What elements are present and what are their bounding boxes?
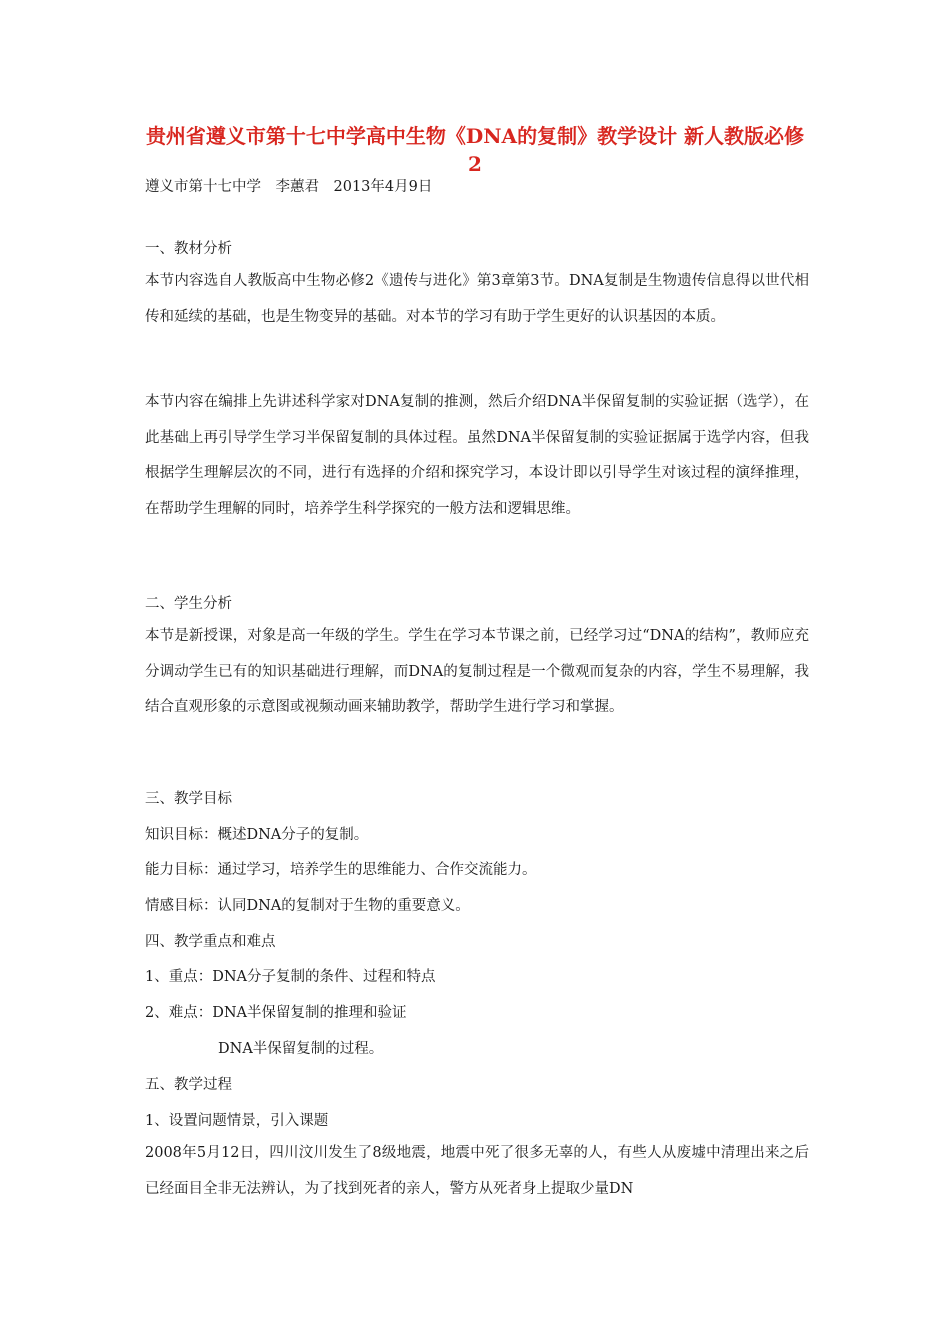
knowledge-goal: 知识目标：概述DNA分子的复制。 <box>145 827 369 843</box>
section-heading-1: 一、教材分析 <box>145 241 232 257</box>
difficult-point: 2、难点：DNA半保留复制的推理和验证 <box>145 1005 407 1021</box>
section-heading-3: 三、教学目标 <box>145 791 232 807</box>
paragraph-3: 本节是新授课，对象是高一年级的学生。学生在学习本节课之前，已经学习过“DNA的结构”，教师应充分调动学生已有的知识基础进行理解，而DNA的复制过程是一个微观而复杂的内容，学生不易理解，我结合直观形象的示意图或视频动画来辅助教学，帮助学生进行学习和掌握。 <box>145 628 809 715</box>
key-point: 1、重点：DNA分子复制的条件、过程和特点 <box>145 969 436 985</box>
difficult-point-continued: DNA半保留复制的过程。 <box>218 1041 384 1057</box>
section-heading-2: 二、学生分析 <box>145 596 232 612</box>
paragraph-2: 本节内容在编排上先讲述科学家对DNA复制的推测，然后介绍DNA半保留复制的实验证据（选学），在此基础上再引导学生学习半保留复制的具体过程。虽然DNA半保留复制的实验证据属于选学内容，但我根据学生理解层次的不同，进行有选择的介绍和探究学习，本设计即以引导学生对该过程的演绎推理，在帮助学生理解的同时，培养学生科学探究的一般方法和逻辑思维。 <box>145 394 809 517</box>
section-heading-5: 五、教学过程 <box>145 1077 232 1093</box>
document-title: 贵州省遵义市第十七中学高中生物《DNA的复制》教学设计 新人教版必修2 <box>145 124 805 176</box>
author-line: 遵义市第十七中学 李蕙君 2013年4月9日 <box>145 179 433 195</box>
paragraph-4: 2008年5月12日，四川汶川发生了8级地震，地震中死了很多无辜的人，有些人从废墟中清理出来之后已经面目全非无法辨认，为了找到死者的亲人，警方从死者身上提取少量DN <box>145 1145 809 1197</box>
ability-goal: 能力目标：通过学习，培养学生的思维能力、合作交流能力。 <box>145 862 537 878</box>
section-heading-4: 四、教学重点和难点 <box>145 934 276 950</box>
process-step-1: 1、设置问题情景，引入课题 <box>145 1113 329 1129</box>
emotion-goal: 情感目标：认同DNA的复制对于生物的重要意义。 <box>145 898 470 914</box>
paragraph-1: 本节内容选自人教版高中生物必修2《遗传与进化》第3章第3节。DNA复制是生物遗传信息得以世代相传和延续的基础，也是生物变异的基础。对本节的学习有助于学生更好的认识基因的本质。 <box>145 273 809 325</box>
